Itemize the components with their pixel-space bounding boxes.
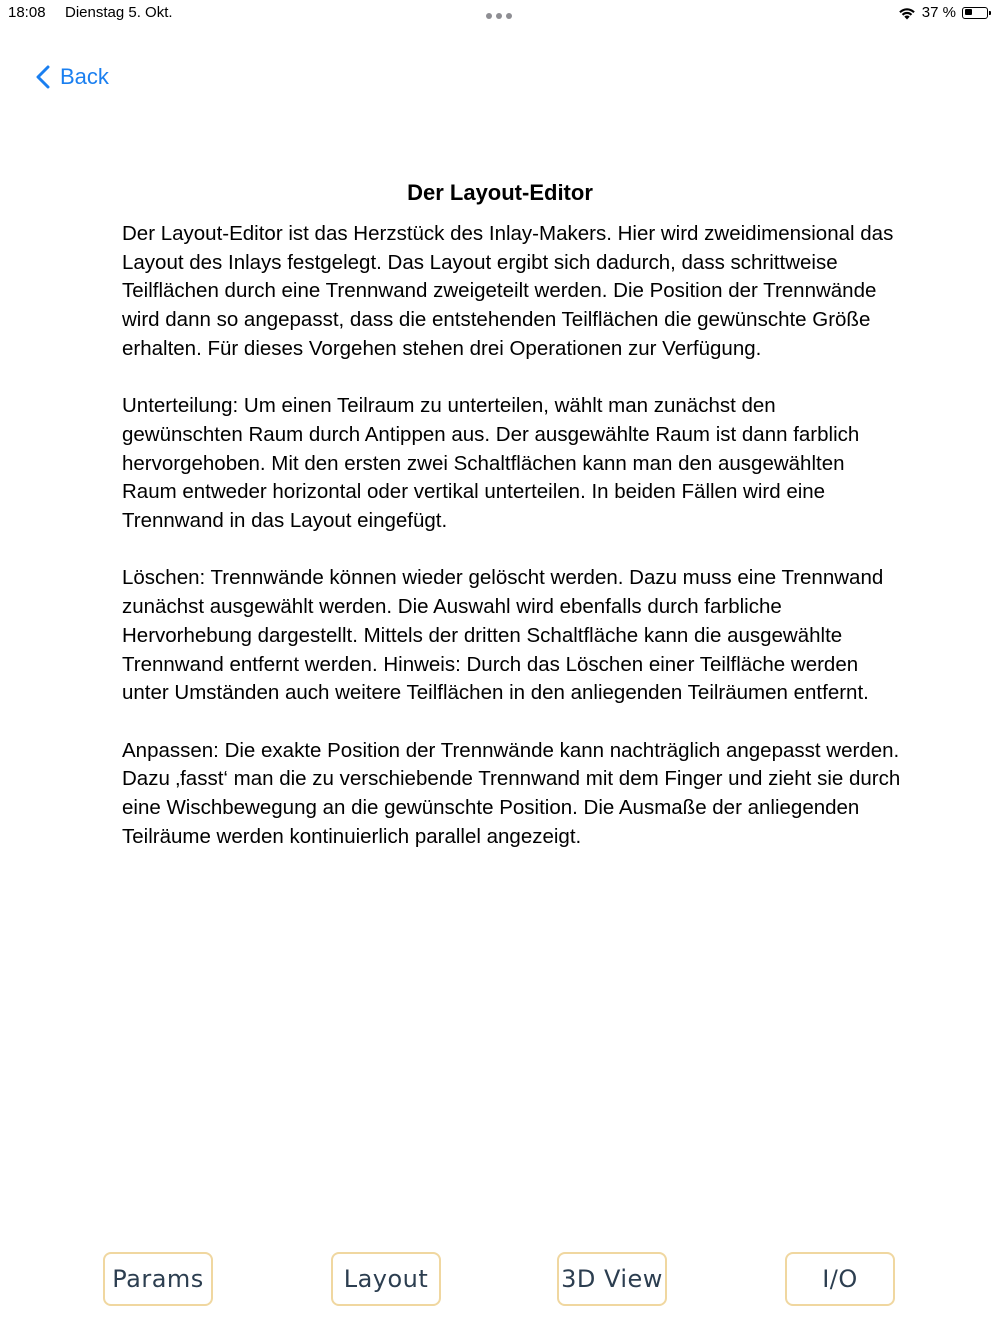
- paragraph-unterteilung: Unterteilung: Um einen Teilraum zu unterteilen, wählt man zunächst den gewünschten Raum durch Antippen aus. Der ausgewählte Raum ist dann farblich hervorgehoben. Mit den ersten zwei Schaltflächen kann man den ausgewählten Raum entweder horizontal oder vertikal unterteilen. In beiden Fällen wird eine Trennwand in das Layout eingefügt.: [122, 394, 860, 533]
- tab-params[interactable]: Params: [103, 1252, 213, 1306]
- tab-io[interactable]: I/O: [785, 1252, 895, 1306]
- battery-level-fill: [965, 9, 972, 15]
- paragraph-loeschen: Löschen: Trennwände können wieder gelöscht werden. Dazu muss eine Trennwand zunächst ausgewählt werden. Die Auswahl wird ebenfalls durch farbliche Hervorhebung dargestellt. Mittels der dritten Schaltfläche kann die ausgewählte Trennwand entfernt werden. Hinweis: Durch das Löschen einer Teilfläche werden unter Umständen auch weitere Teilflächen in den anliegenden Teilräumen entfernt.: [122, 566, 884, 705]
- paragraph-intro: Der Layout-Editor ist das Herzstück des Inlay-Makers. Hier wird zweidimensional das Layout des Inlays festgelegt. Das Layout ergibt sich dadurch, dass schrittweise Teilflächen durch eine Trennwand zweigeteilt werden. Die Position der Trennwände wird dann so angepasst, dass die entstehenden Teilflächen die gewünschte Größe erhalten. Für dieses Vorgehen stehen drei Operationen zur Verfügung.: [122, 222, 894, 360]
- multitasking-dots-icon[interactable]: [486, 13, 512, 19]
- wifi-icon: [898, 6, 916, 20]
- paragraph-anpassen: Anpassen: Die exakte Position der Trennwände kann nachträglich angepasst werden. Dazu ‚fasst‘ man die zu verschiebende Trennwand mit dem Finger und zieht sie durch eine Wischbewegung an die gewünschte Position. Die Ausmaße der anliegenden Teilräume werden kontinuierlich parallel angezeigt.: [122, 738, 901, 848]
- back-label: Back: [60, 64, 109, 89]
- help-content: [122, 220, 902, 880]
- chevron-left-icon: [36, 65, 50, 89]
- tab-bar: [0, 1252, 1000, 1310]
- tab-3d-view[interactable]: 3D View: [557, 1252, 667, 1306]
- battery-icon: [962, 7, 988, 19]
- battery-percent: 37 %: [921, 4, 956, 21]
- back-button[interactable]: [36, 64, 109, 90]
- page-title: Der Layout-Editor: [407, 180, 593, 205]
- status-date: Dienstag 5. Okt.: [65, 4, 173, 21]
- tab-layout[interactable]: Layout: [331, 1252, 441, 1306]
- status-bar: [0, 0, 1000, 28]
- status-time: 18:08: [8, 4, 46, 21]
- status-indicators: [898, 4, 988, 21]
